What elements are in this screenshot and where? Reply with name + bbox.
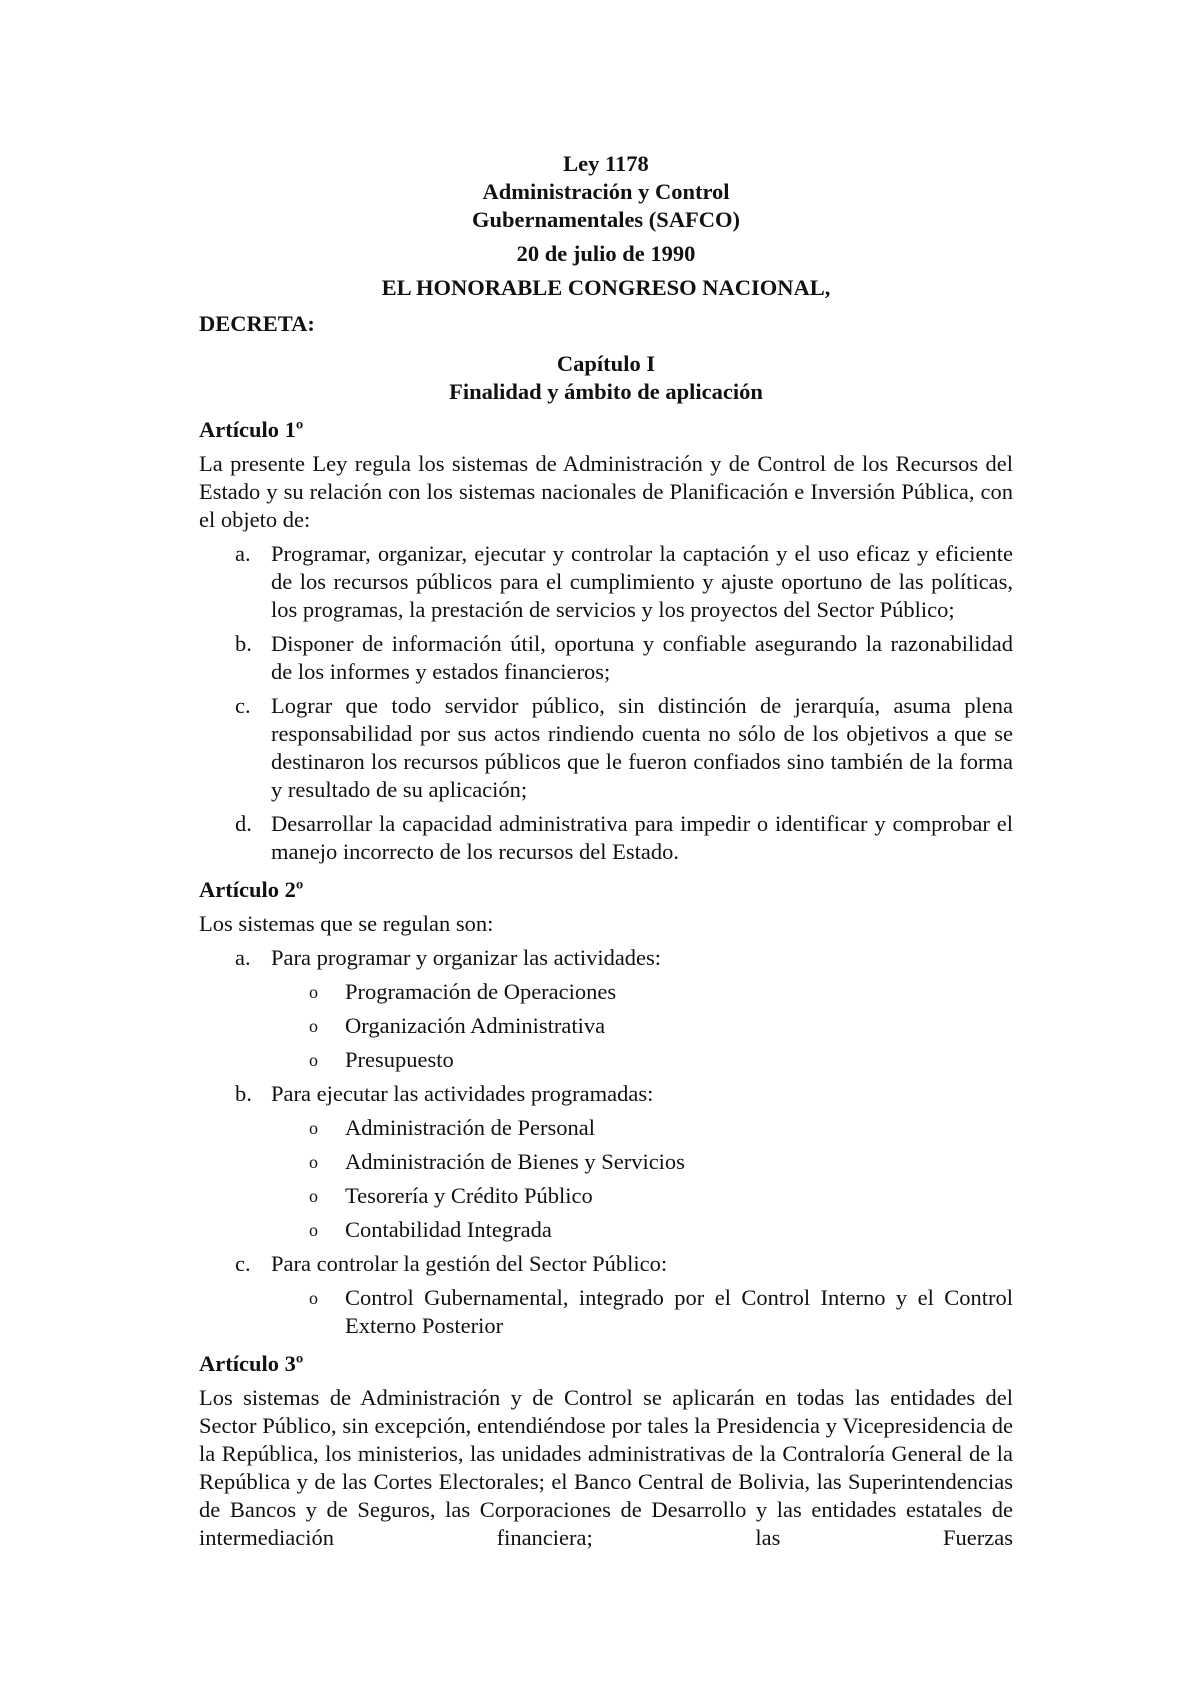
article-1-list	[199, 540, 1013, 866]
sub-list-item	[199, 1216, 1013, 1244]
law-number: Ley 1178	[563, 151, 649, 176]
list-item	[199, 1080, 1013, 1108]
congress-line: EL HONORABLE CONGRESO NACIONAL,	[381, 275, 831, 300]
list-marker: b.	[235, 631, 252, 656]
bullet-marker: o	[309, 1050, 318, 1070]
article-1-intro: La presente Ley regula los sistemas de Administración y de Control de los Recursos del Estado y su relación con los sistemas nacionales de Planificación e Inversión Pública, con el objeto de:	[199, 451, 1013, 532]
bullet-marker: o	[309, 1118, 318, 1138]
sub-item-text: Administración de Bienes y Servicios	[345, 1149, 685, 1174]
list-item	[199, 630, 1013, 686]
list-item-text: Desarrollar la capacidad administrativa para impedir o identificar y comprobar el manejo incorrecto de los recursos del Estado.	[271, 811, 1013, 864]
sub-item-text: Contabilidad Integrada	[345, 1217, 552, 1242]
chapter-title: Finalidad y ámbito de aplicación	[449, 379, 763, 404]
sub-item-text: Programación de Operaciones	[345, 979, 617, 1004]
law-date: 20 de julio de 1990	[516, 241, 696, 266]
sub-list-item	[199, 1114, 1013, 1142]
list-item	[199, 540, 1013, 624]
article-2-list-c	[199, 1250, 1013, 1278]
list-item-text: Disponer de información útil, oportuna y confiable asegurando la razonabilidad de los informes y estados financieros;	[271, 631, 1013, 684]
list-marker: a.	[235, 945, 251, 970]
article-2-list	[199, 944, 1013, 972]
article-2-list-b	[199, 1080, 1013, 1108]
article-3-heading: Artículo 3º	[199, 1351, 304, 1376]
article-3-intro: Los sistemas de Administración y de Control se aplicarán en todas las entidades del Sector Público, sin excepción, entendiéndose por tales la Presidencia y Vicepresidencia de la República, los ministerios, las unidades administrativas de la Contraloría General de la República y de las Cortes Electorales; el Banco Central de Bolivia, las Superintendencias de Bancos y de Seguros, las Corporaciones de Desarrollo y las entidades estatales de intermediación financiera; las Fuerzas	[199, 1385, 1013, 1550]
sub-list-item	[199, 1012, 1013, 1040]
sub-item-text: Tesorería y Crédito Público	[345, 1183, 593, 1208]
sub-item-text: Control Gubernamental, integrado por el Control Interno y el Control Externo Posterior	[345, 1285, 1013, 1338]
sub-list-item	[199, 1148, 1013, 1176]
sub-list-item	[199, 1182, 1013, 1210]
bullet-marker: o	[309, 1152, 318, 1172]
list-item	[199, 810, 1013, 866]
law-title-line1: Administración y Control	[482, 179, 730, 204]
list-marker: c.	[235, 1251, 251, 1276]
decreta-label: DECRETA:	[199, 311, 315, 336]
list-item	[199, 944, 1013, 972]
bullet-marker: o	[309, 1220, 318, 1240]
bullet-marker: o	[309, 1288, 318, 1308]
list-marker: b.	[235, 1081, 252, 1106]
article-2-b-sublist	[199, 1114, 1013, 1244]
sub-list-item	[199, 1284, 1013, 1340]
sub-list-item	[199, 978, 1013, 1006]
list-marker: a.	[235, 541, 251, 566]
law-title-line2: Gubernamentales (SAFCO)	[471, 207, 741, 232]
article-2-c-sublist	[199, 1284, 1013, 1340]
sub-item-text: Administración de Personal	[345, 1115, 595, 1140]
sub-item-text: Organización Administrativa	[345, 1013, 606, 1038]
article-2-a-sublist	[199, 978, 1013, 1074]
list-item-text: Para controlar la gestión del Sector Público:	[271, 1251, 668, 1276]
list-marker: d.	[235, 811, 252, 836]
list-item-text: Para programar y organizar las actividades:	[271, 945, 662, 970]
list-item-text: Lograr que todo servidor público, sin distinción de jerarquía, asuma plena responsabilidad por sus actos rindiendo cuenta no sólo de los objetivos a que se destinaron los recursos públicos que le fueron confiados sino también de la forma y resultado de su aplicación;	[271, 693, 1013, 802]
law-header	[199, 150, 1013, 338]
list-item	[199, 692, 1013, 804]
bullet-marker: o	[309, 1186, 318, 1206]
bullet-marker: o	[309, 982, 318, 1002]
list-marker: c.	[235, 693, 251, 718]
list-item-text: Programar, organizar, ejecutar y controlar la captación y el uso eficaz y eficiente de los recursos públicos para el cumplimiento y ajuste oportuno de las políticas, los programas, la prestación de servicios y los proyectos del Sector Público;	[271, 541, 1013, 622]
article-1-heading: Artículo 1º	[199, 417, 304, 442]
article-2-heading: Artículo 2º	[199, 877, 304, 902]
bullet-marker: o	[309, 1016, 318, 1036]
document-page	[199, 150, 1013, 1552]
article-2-intro: Los sistemas que se regulan son:	[199, 911, 494, 936]
chapter-number: Capítulo I	[556, 351, 656, 376]
list-item	[199, 1250, 1013, 1278]
sub-list-item	[199, 1046, 1013, 1074]
sub-item-text: Presupuesto	[345, 1047, 454, 1072]
list-item-text: Para ejecutar las actividades programadas:	[271, 1081, 654, 1106]
